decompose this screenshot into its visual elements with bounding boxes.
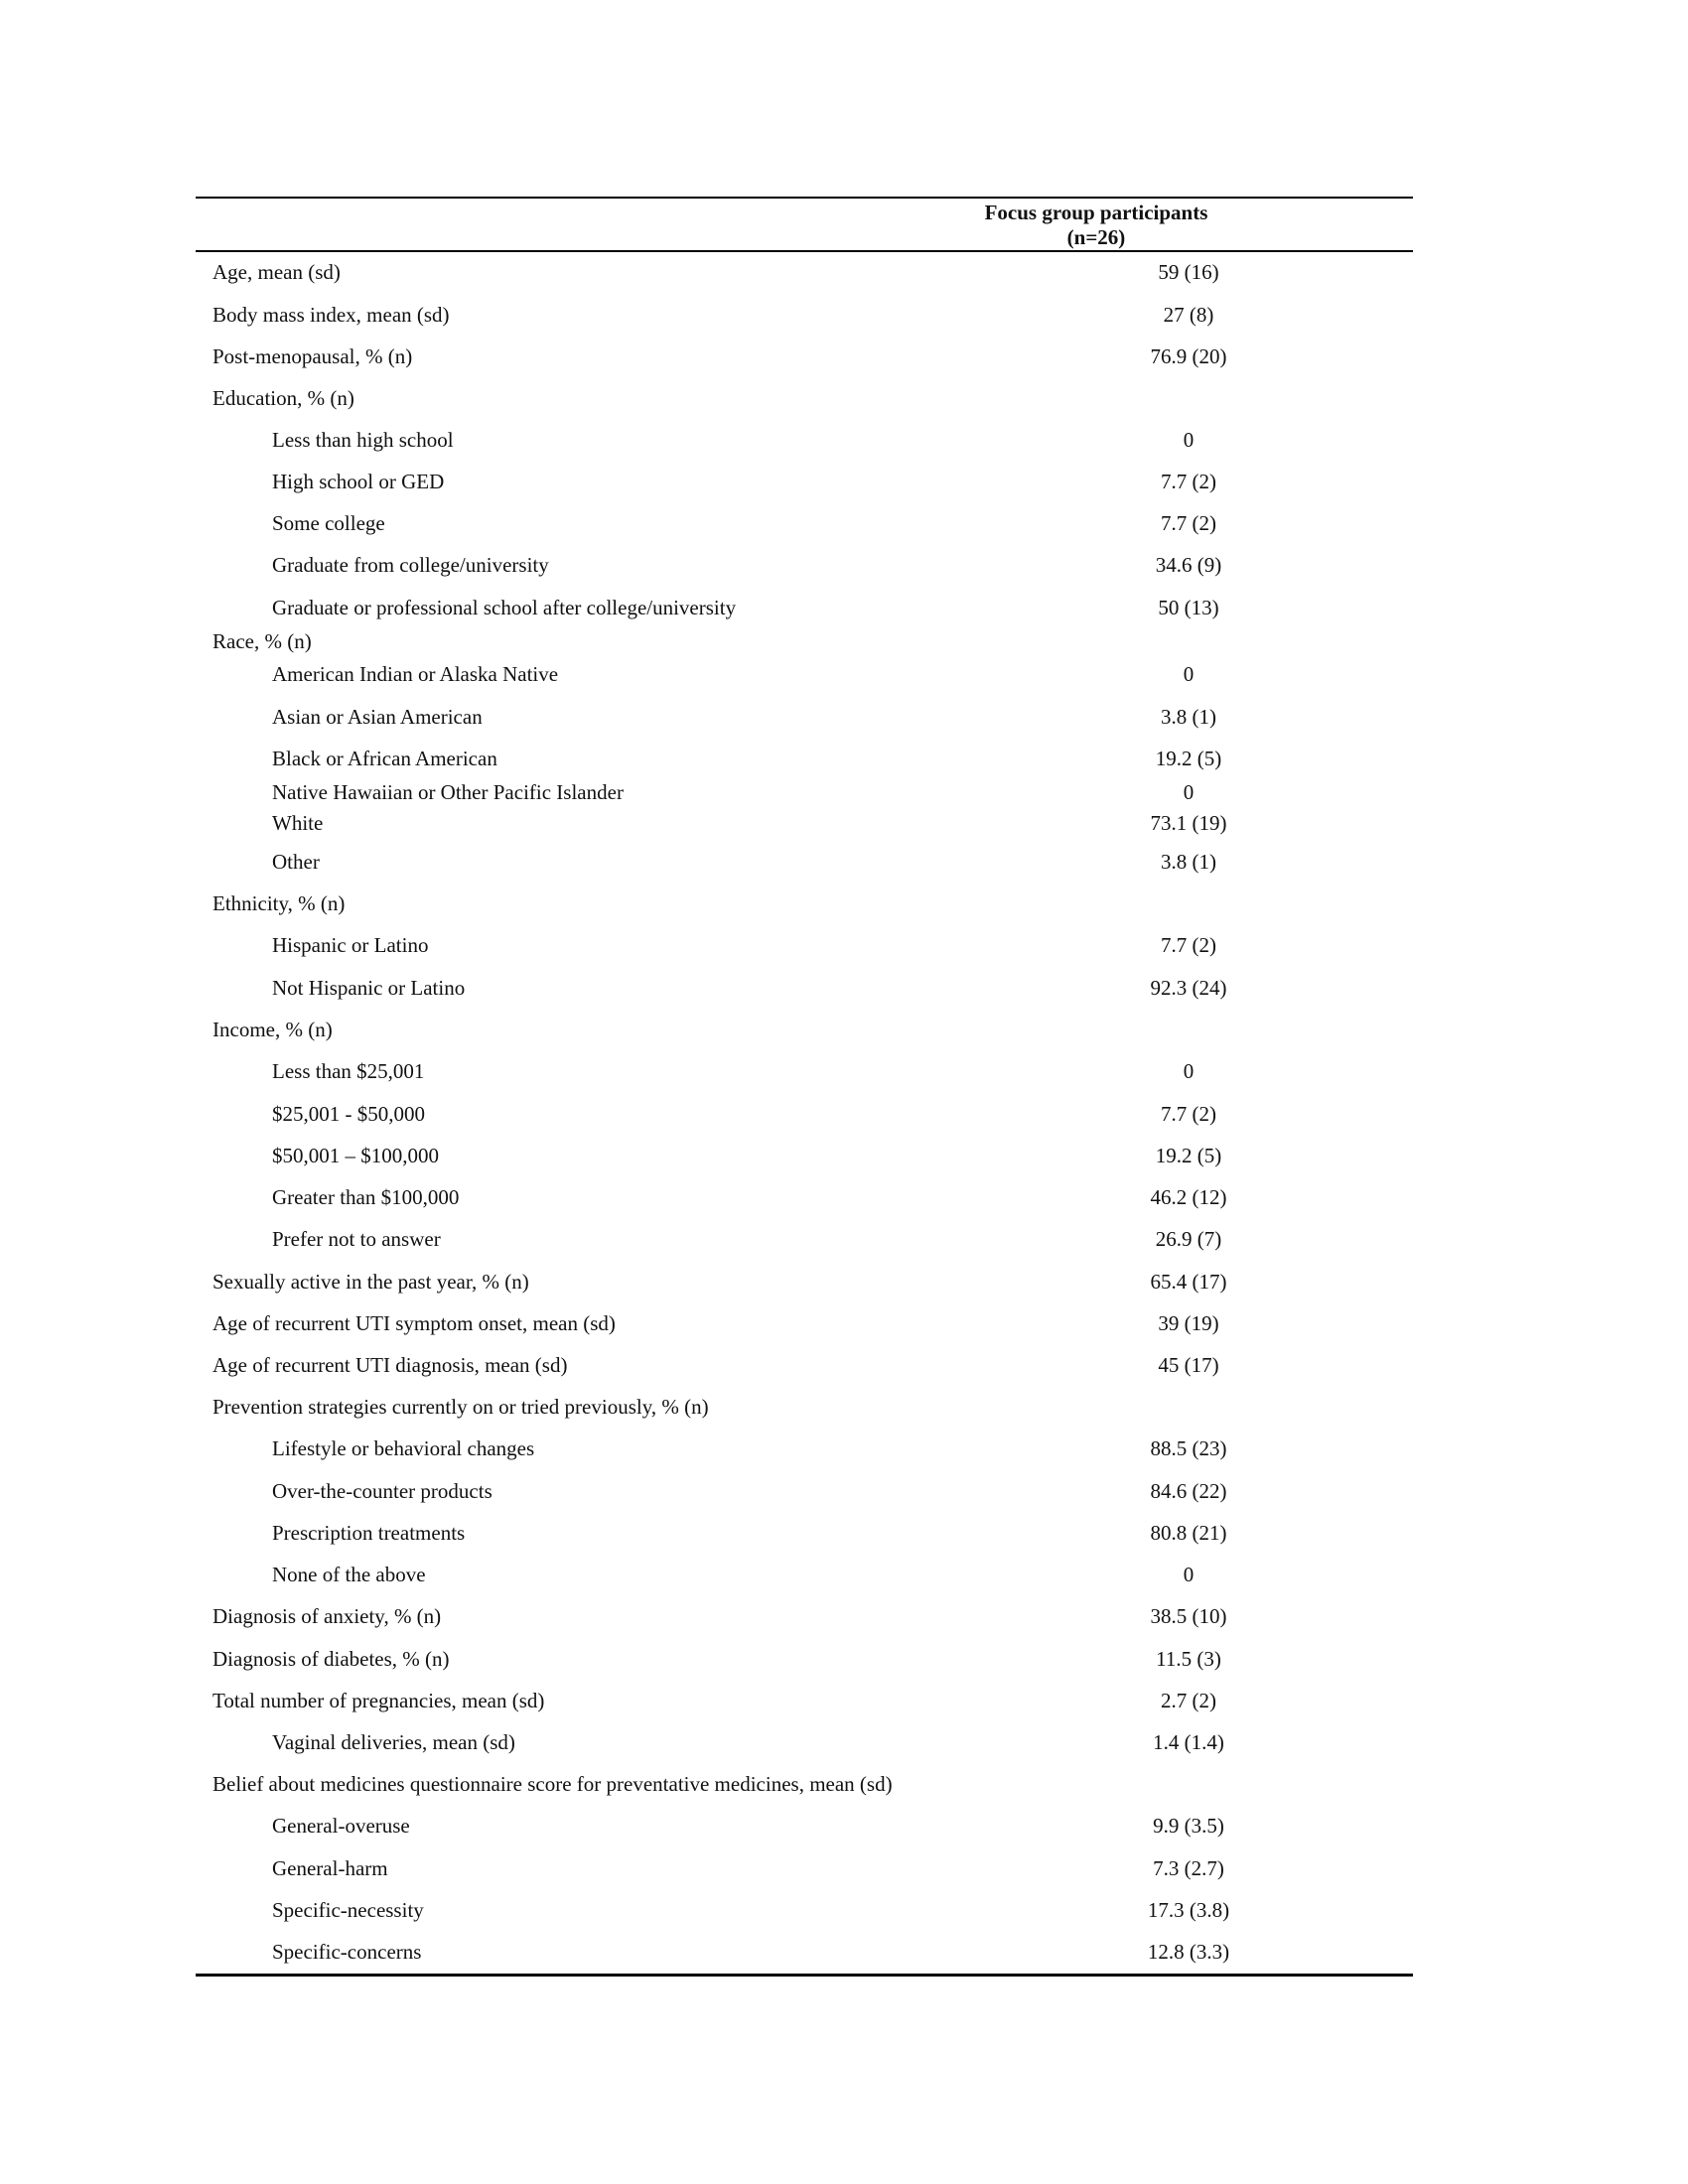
table-row (196, 1142, 1413, 1169)
row-value: 0 (1183, 1563, 1195, 1586)
row-label: Graduate or professional school after college/university (272, 596, 737, 619)
row-label: Age, mean (sd) (212, 260, 341, 284)
table-row (196, 627, 1413, 655)
row-label: Black or African American (272, 747, 497, 770)
table-row (196, 1519, 1413, 1547)
row-value: 92.3 (24) (1150, 976, 1227, 1000)
row-value: 59 (16) (1158, 260, 1219, 284)
table-row (196, 660, 1413, 688)
table-row (196, 1645, 1413, 1673)
table-row (196, 1225, 1413, 1253)
row-label: Vaginal deliveries, mean (sd) (272, 1730, 515, 1754)
row-value: 73.1 (19) (1150, 811, 1227, 835)
table-row (196, 1183, 1413, 1211)
table-row (196, 1602, 1413, 1630)
table-row (196, 258, 1413, 286)
row-value: 65.4 (17) (1150, 1270, 1227, 1294)
table-row (196, 745, 1413, 772)
table-row (196, 1896, 1413, 1924)
row-value: 1.4 (1.4) (1153, 1730, 1224, 1754)
row-label: $50,001 – $100,000 (272, 1144, 439, 1167)
row-value: 2.7 (2) (1161, 1689, 1216, 1712)
row-label: Less than high school (272, 428, 454, 452)
row-label: Native Hawaiian or Other Pacific Islander (272, 780, 624, 804)
table-row (196, 594, 1413, 621)
table-row (196, 1268, 1413, 1296)
row-label: Some college (272, 511, 385, 535)
row-label: Lifestyle or behavioral changes (272, 1436, 535, 1460)
row-label: Greater than $100,000 (272, 1185, 460, 1209)
table-row (196, 1393, 1413, 1421)
row-label: Belief about medicines questionnaire score for preventative medicines, mean (sd) (212, 1772, 893, 1796)
table-row (196, 974, 1413, 1002)
table-body (196, 252, 1413, 1999)
table-row (196, 342, 1413, 370)
row-label: Age of recurrent UTI symptom onset, mean (sd) (212, 1311, 616, 1335)
row-value: 76.9 (20) (1150, 344, 1227, 368)
row-value: 84.6 (22) (1150, 1479, 1227, 1503)
row-label: Specific-concerns (272, 1940, 422, 1964)
table-row (196, 1351, 1413, 1379)
row-label: Prefer not to answer (272, 1227, 441, 1251)
table-row (196, 703, 1413, 731)
row-label: General-harm (272, 1856, 388, 1880)
row-value: 7.7 (2) (1161, 511, 1216, 535)
row-label: Asian or Asian American (272, 705, 483, 729)
row-label: Over-the-counter products (272, 1479, 492, 1503)
column-header-n: (n=26) (1066, 225, 1126, 249)
demographics-table (196, 197, 1413, 1999)
table-row (196, 468, 1413, 495)
row-label: Age of recurrent UTI diagnosis, mean (sd) (212, 1353, 568, 1377)
row-value: 34.6 (9) (1155, 553, 1222, 577)
row-label: High school or GED (272, 470, 445, 493)
row-label: Hispanic or Latino (272, 933, 429, 957)
row-value: 39 (19) (1158, 1311, 1219, 1335)
table-row (196, 1477, 1413, 1505)
table-header (196, 199, 1413, 250)
row-value: 0 (1183, 662, 1195, 686)
row-value: 0 (1183, 428, 1195, 452)
table-row (196, 931, 1413, 959)
row-label: Not Hispanic or Latino (272, 976, 466, 1000)
row-value: 12.8 (3.3) (1147, 1940, 1230, 1964)
row-label: None of the above (272, 1563, 426, 1586)
table-row (196, 1854, 1413, 1882)
row-label: Diagnosis of diabetes, % (n) (212, 1647, 450, 1671)
table-row (196, 426, 1413, 454)
row-label: Body mass index, mean (sd) (212, 303, 450, 327)
row-label: Post-menopausal, % (n) (212, 344, 413, 368)
row-label: Diagnosis of anxiety, % (n) (212, 1604, 442, 1628)
row-label: Other (272, 850, 320, 874)
row-label: General-overuse (272, 1814, 410, 1838)
row-value: 7.7 (2) (1161, 470, 1216, 493)
table-row (196, 1057, 1413, 1085)
row-value: 17.3 (3.8) (1147, 1898, 1230, 1922)
row-value: 80.8 (21) (1150, 1521, 1227, 1545)
table-row (196, 1812, 1413, 1840)
table-row (196, 809, 1413, 837)
table-row (196, 1309, 1413, 1337)
table-row (196, 1687, 1413, 1714)
row-label: Less than $25,001 (272, 1059, 425, 1083)
row-label: Prescription treatments (272, 1521, 466, 1545)
table-row (196, 551, 1413, 579)
row-label: Sexually active in the past year, % (n) (212, 1270, 529, 1294)
row-value: 9.9 (3.5) (1153, 1814, 1224, 1838)
column-header-focus-group (809, 201, 1383, 250)
row-value: 0 (1183, 1059, 1195, 1083)
row-value: 11.5 (3) (1156, 1647, 1221, 1671)
table-row (196, 1100, 1413, 1128)
column-header-title: Focus group participants (984, 201, 1208, 224)
row-value: 50 (13) (1158, 596, 1219, 619)
row-value: 19.2 (5) (1155, 747, 1222, 770)
row-label: Specific-necessity (272, 1898, 424, 1922)
row-value: 38.5 (10) (1150, 1604, 1227, 1628)
table-row (196, 301, 1413, 329)
table-row (196, 1434, 1413, 1462)
row-value: 7.7 (2) (1161, 933, 1216, 957)
row-label: Prevention strategies currently on or tried previously, % (n) (212, 1395, 709, 1419)
row-label: Race, % (n) (212, 629, 312, 653)
table-row (196, 509, 1413, 537)
row-value: 27 (8) (1163, 303, 1214, 327)
row-value: 3.8 (1) (1161, 850, 1216, 874)
row-label: Graduate from college/university (272, 553, 549, 577)
table-row (196, 1561, 1413, 1588)
table-row (196, 384, 1413, 412)
table-row (196, 1770, 1413, 1798)
row-label: Total number of pregnancies, mean (sd) (212, 1689, 545, 1712)
row-value: 26.9 (7) (1155, 1227, 1222, 1251)
row-value: 88.5 (23) (1150, 1436, 1227, 1460)
table-row (196, 1016, 1413, 1043)
row-value: 3.8 (1) (1161, 705, 1216, 729)
row-value: 19.2 (5) (1155, 1144, 1222, 1167)
row-value: 7.3 (2.7) (1153, 1856, 1224, 1880)
table-row (196, 848, 1413, 876)
table-row (196, 1728, 1413, 1756)
table-row (196, 889, 1413, 917)
row-label: Income, % (n) (212, 1018, 333, 1041)
row-value: 45 (17) (1158, 1353, 1219, 1377)
row-value: 0 (1183, 780, 1195, 804)
table-row (196, 1938, 1413, 1966)
row-label: Education, % (n) (212, 386, 354, 410)
row-label: White (272, 811, 324, 835)
row-value: 7.7 (2) (1161, 1102, 1216, 1126)
row-label: American Indian or Alaska Native (272, 662, 559, 686)
row-value: 46.2 (12) (1150, 1185, 1227, 1209)
table-bottom-rule (196, 1974, 1413, 1977)
table-row (196, 778, 1413, 806)
row-label: $25,001 - $50,000 (272, 1102, 425, 1126)
row-label: Ethnicity, % (n) (212, 891, 346, 915)
